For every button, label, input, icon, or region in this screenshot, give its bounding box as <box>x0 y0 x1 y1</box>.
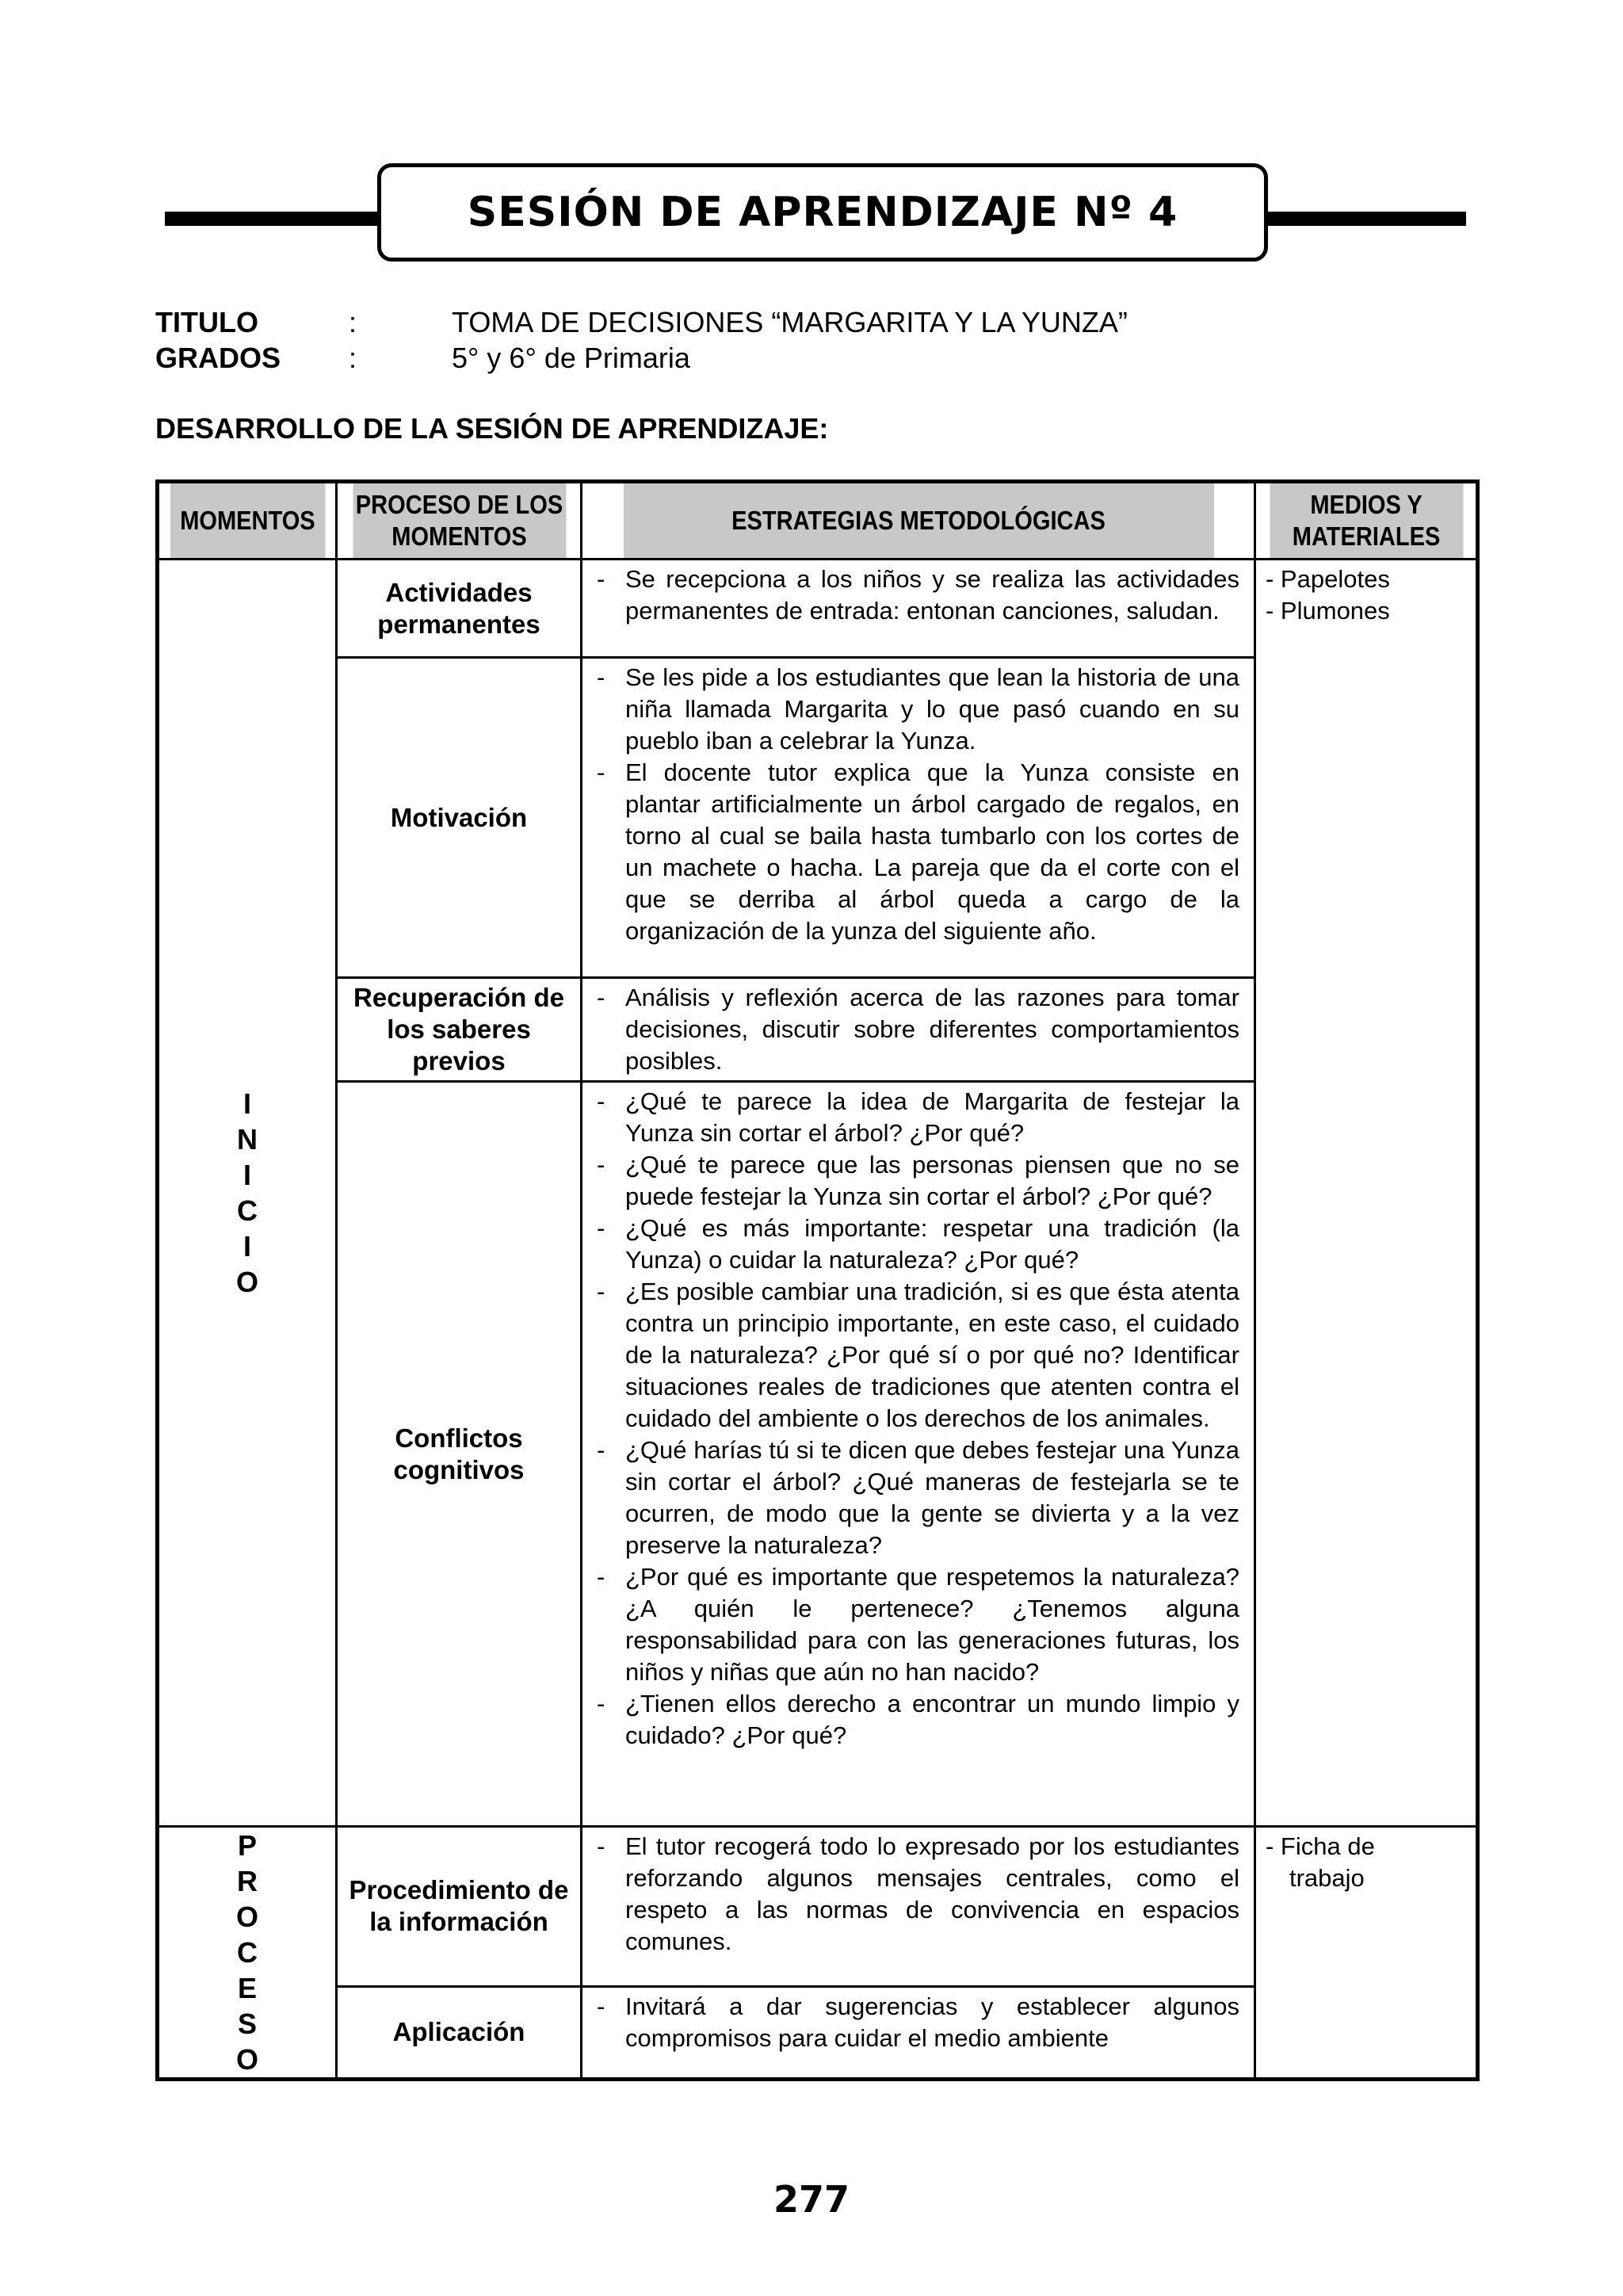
media-cell-inicio <box>1255 560 1478 1827</box>
proceso-cell: Motivación <box>337 658 582 978</box>
strategy-text: Invitará a dar sugerencias y establecer algunos compromisos para cuidar el medio ambiente <box>625 1992 1239 2052</box>
header-proceso: PROCESO DE LOS MOMENTOS <box>351 482 567 560</box>
title-decoration-left <box>165 212 377 226</box>
strategy-text: Análisis y reflexión acerca de las razones para tomar decisiones, discutir sobre diferentes comportamientos posibles. <box>625 984 1239 1075</box>
header-estrategias: ESTRATEGIAS METODOLÓGICAS <box>622 482 1215 560</box>
strategies-cell <box>582 978 1255 1082</box>
strategies-cell <box>582 1827 1255 1987</box>
moment-proceso <box>158 1827 337 2080</box>
strategy-text: Se recepciona a los niños y se realiza las actividades permanentes de entrada: entonan canciones, saludan. <box>625 565 1239 625</box>
bullet-dash: - <box>597 984 605 1011</box>
strategy-item <box>597 1086 1239 1149</box>
strategy-item <box>597 1561 1239 1688</box>
strategy-item <box>597 1149 1239 1213</box>
titulo-label: TITULO <box>155 306 258 338</box>
media-item: - Plumones <box>1266 597 1390 625</box>
moment-inicio <box>158 560 337 1827</box>
bullet-dash: - <box>597 1278 605 1305</box>
strategy-item <box>597 982 1239 1077</box>
bullet-dash: - <box>597 663 605 691</box>
proceso-cell: Conflictos cognitivos <box>337 1082 582 1827</box>
media-item: trabajo <box>1289 1864 1365 1892</box>
strategies-cell <box>582 1986 1255 2079</box>
strategy-item <box>597 757 1239 947</box>
moment-letter: O <box>235 2043 258 2076</box>
strategy-text: ¿Por qué es importante que respetemos la naturaleza? ¿A quién le pertenece? ¿Tenemos alguna responsabilidad para con las generaciones futuras, los niños y niñas que aún no han nacido? <box>625 1563 1239 1686</box>
session-table <box>155 479 1480 2081</box>
table-row <box>158 560 1478 658</box>
table-row <box>158 1827 1478 1987</box>
strategy-text: ¿Qué te parece la idea de Margarita de festejar la Yunza sin cortar el árbol? ¿Por qué? <box>625 1087 1239 1147</box>
header-momentos: MOMENTOS <box>168 482 326 560</box>
bullet-dash: - <box>597 1563 605 1591</box>
moment-letter: O <box>235 1901 258 1933</box>
bullet-dash: - <box>597 758 605 786</box>
moment-letter: S <box>237 2008 257 2040</box>
moment-letter: C <box>237 1936 258 1969</box>
titulo-value: TOMA DE DECISIONES “MARGARITA Y LA YUNZA” <box>452 306 1128 338</box>
strategy-item <box>597 1688 1239 1752</box>
strategy-item <box>597 1276 1239 1435</box>
moment-letter: I <box>242 1230 251 1263</box>
moment-letter: I <box>242 1087 251 1120</box>
bullet-dash: - <box>597 1832 605 1860</box>
bullet-dash: - <box>597 1690 605 1717</box>
bullet-dash: - <box>597 1151 605 1179</box>
strategies-cell <box>582 560 1255 658</box>
strategy-item <box>597 1435 1239 1561</box>
bullet-dash: - <box>597 565 605 593</box>
strategy-text: ¿Qué es más importante: respetar una tradición (la Yunza) o cuidar la naturaleza? ¿Por qué? <box>625 1214 1239 1274</box>
strategy-text: ¿Qué te parece que las personas piensen que no se puede festejar la Yunza sin cortar el árbol? ¿Por qué? <box>625 1151 1239 1210</box>
titulo-colon: : <box>349 306 357 338</box>
proceso-cell: Recuperación de los saberes previos <box>337 978 582 1082</box>
moment-letter: O <box>235 1266 258 1298</box>
moment-letter: I <box>242 1159 251 1191</box>
moment-letter: C <box>237 1194 258 1227</box>
moment-letter: E <box>237 1972 257 2004</box>
strategy-text: ¿Es posible cambiar una tradición, si es que ésta atenta contra un principio importante, en este caso, el cuidado de la naturaleza? ¿Por qué sí o por qué no? Identificar situaciones reales de tradiciones que atenten contra el cuidado del ambiente o los derechos de los animales. <box>625 1278 1239 1432</box>
bullet-dash: - <box>597 1214 605 1242</box>
grados-label: GRADOS <box>155 342 281 374</box>
page-number: 277 <box>773 2178 850 2221</box>
media-item: - Papelotes <box>1266 565 1390 593</box>
strategies-cell <box>582 1082 1255 1827</box>
strategy-item <box>597 1213 1239 1276</box>
strategy-text: El tutor recogerá todo lo expresado por los estudiantes reforzando algunos mensajes centrales, como el respeto a las normas de convivencia en espacios comunes. <box>625 1832 1239 1955</box>
title-decoration-right <box>1268 212 1466 226</box>
bullet-dash: - <box>597 1992 605 2020</box>
proceso-cell: Aplicación <box>337 1986 582 2079</box>
moment-letter: N <box>237 1123 258 1156</box>
strategies-cell <box>582 658 1255 978</box>
bullet-dash: - <box>597 1087 605 1115</box>
strategy-text: ¿Tienen ellos derecho a encontrar un mundo limpio y cuidado? ¿Por qué? <box>625 1690 1239 1749</box>
strategy-text: El docente tutor explica que la Yunza consiste en plantar artificialmente un árbol cargado de regalos, en torno al cual se baila hasta tumbarlo con los cortes de un machete o hacha. La pareja que da el corte con el que se derriba al árbol queda a cargo de la organización de la yunza del siguiente año. <box>625 758 1239 945</box>
strategy-item <box>597 563 1239 627</box>
page-title: SESIÓN DE APRENDIZAJE Nº 4 <box>377 163 1268 262</box>
strategy-item <box>597 1991 1239 2054</box>
strategy-item <box>597 662 1239 757</box>
strategy-item <box>597 1831 1239 1958</box>
proceso-cell: Actividades permanentes <box>337 560 582 658</box>
bullet-dash: - <box>597 1436 605 1464</box>
moment-letter: P <box>237 1829 257 1862</box>
header-medios: MEDIOS Y MATERIALES <box>1268 482 1464 560</box>
media-item: - Ficha de <box>1266 1832 1375 1860</box>
grados-colon: : <box>349 342 357 374</box>
strategy-text: Se les pide a los estudiantes que lean la historia de una niña llamada Margarita y lo que pasó cuando en su pueblo iban a celebrar la Yunza. <box>625 663 1239 755</box>
section-heading: DESARROLLO DE LA SESIÓN DE APRENDIZAJE: <box>155 412 829 445</box>
proceso-cell: Procedimiento de la información <box>337 1827 582 1987</box>
grados-value: 5° y 6° de Primaria <box>452 342 690 374</box>
media-cell-proceso <box>1255 1827 1478 2080</box>
moment-letter: R <box>237 1865 258 1897</box>
strategy-text: ¿Qué harías tú si te dicen que debes festejar una Yunza sin cortar el árbol? ¿Qué maneras de festejarla se te ocurren, de modo que la gente se divierta y a la vez preserve la naturaleza? <box>625 1436 1239 1559</box>
